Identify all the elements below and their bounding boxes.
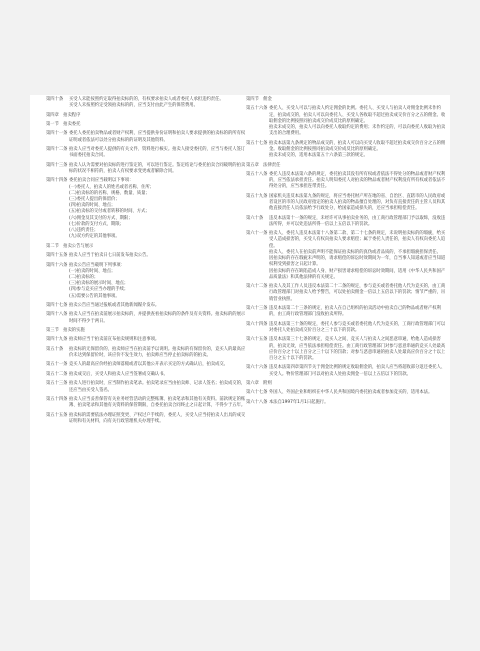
article-paragraph: 拍卖人、委托人在拍卖前声明不能保证拍卖标的的真伪或者品质的，不承担瑕疵担保责任。	[269, 249, 441, 255]
article-body	[269, 194, 446, 213]
article-number: 第五十三条	[46, 381, 68, 387]
article-paragraph: 拍卖成交后，买受人和拍卖人应当签署成交确认书。	[69, 371, 168, 377]
article-number: 第五十六条	[246, 106, 268, 112]
article-body	[69, 362, 246, 368]
article-number: 第六十二条	[246, 284, 268, 290]
article-number: 第六十四条	[246, 321, 268, 327]
article-body	[269, 216, 446, 228]
list-item: (五)拍卖标的交付或者转移的时间、方式；	[69, 209, 150, 215]
article-paragraph: 拍卖公告应当通过报纸或者其他新闻媒介发布。	[69, 303, 160, 308]
article	[46, 337, 246, 343]
article	[46, 397, 246, 409]
article	[246, 365, 446, 377]
article	[46, 131, 246, 143]
article-number: 第四十九条	[46, 337, 68, 343]
article-body	[269, 141, 446, 160]
article-number: 第六十条	[246, 215, 264, 221]
list-item: (三)拍卖标的展示时间、地点；	[69, 281, 129, 287]
article	[46, 263, 246, 300]
list-item: (四)拍卖的时间、地点；	[69, 203, 116, 209]
article-paragraph: 竞买人的最高应价经拍卖师落槌或者以其他公开表示买定的方式确认后，拍卖成交。	[69, 362, 228, 368]
article	[246, 106, 446, 137]
article-paragraph: 国家机关违反本法第九条的规定，将应当委托财产所在地的省、自治区、直辖市的人民政府或者设区的市的人民政府指定的拍卖人拍卖的物品擅自处理的，对负有直接责任的主管人员和其他直接责任人员依法给予行政处分，给国家造成损失的，还应当承担赔偿责任。	[269, 193, 446, 212]
article-paragraph: 违反本法第三十条的规定，委托人参与竞买或者委托他人代为竞买的，工商行政管理部门可以对委托人处拍卖成交价百分之三十以下的罚款。	[269, 321, 446, 333]
article-paragraph: 拍卖人及其工作人员违反本法第二十二条的规定，参与竞买或者委托他人代为竞买的，由工商行政管理部门对拍卖人给予警告，可以处拍卖佣金一倍以上五倍以下的罚款；情节严重的，吊销营业执照。	[269, 284, 446, 302]
article-number: 第四十六条	[46, 262, 68, 268]
article	[246, 284, 446, 303]
article-paragraph: 因拍卖标的存在缺陷造成人身、财产损害请求赔偿的诉讼时效期间，适用《中华人民共和国产品质量法》和其他法律的有关规定。	[269, 268, 446, 280]
article-number: 第五十九条	[246, 193, 268, 199]
article	[246, 231, 446, 281]
article-paragraph: 拍卖人、委托人违反本法第十八条第二款、第二十七条的规定，未说明拍卖标的的瑕疵，给买受人造成损害的，买受人有权向拍卖人要求赔偿；属于委托人责任的，拍卖人有权向委托人追偿。	[269, 231, 446, 249]
article-paragraph: 拍卖人认为需要对拍卖标的进行鉴定的，可以进行鉴定。鉴定结论与委托拍卖合同载明的拍卖标的状况不相符的，拍卖人有权要求变更或者解除合同。	[69, 162, 246, 174]
article	[246, 306, 446, 318]
list-item: (二)拍卖标的；	[69, 274, 99, 280]
article	[246, 141, 446, 160]
article-paragraph: 拍卖标的需要依法办理证照变更、产权过户手续的，委托人、买受人应当持拍卖人出具的成交证明和有关材料，向有关行政管理机关办理手续。	[69, 412, 246, 424]
article-number: 第四十条	[46, 97, 64, 102]
article-body	[69, 303, 246, 309]
left-column	[46, 97, 246, 428]
document-page	[30, 95, 450, 600]
article-body	[69, 381, 246, 393]
article	[46, 413, 246, 425]
list-item: (六)佣金及其支付的方式、期限；	[69, 215, 133, 221]
article	[246, 390, 446, 396]
article-number: 第五十七条	[246, 140, 268, 146]
article-body	[69, 372, 246, 378]
list-item: (三)委托人提出的保留价；	[69, 196, 120, 202]
article-paragraph: 违反本法第二十三条的规定，拍卖人在自己组织的拍卖活动中拍卖自己的物品或者财产权利的，由工商行政管理部门没收拍卖所得。	[269, 306, 441, 318]
article-number: 第五十四条	[46, 396, 68, 402]
article-paragraph: 委托拍卖合同应当载明以下事项：	[69, 178, 134, 184]
article	[46, 372, 246, 378]
article-paragraph: 拍卖人应当在拍卖前展示拍卖标的，并提供查看拍卖标的的条件及有关资料。拍卖标的的展示时间不得少于两日。	[69, 312, 246, 324]
section-heading: 第四章 拍卖程序	[46, 112, 81, 118]
article-paragraph: 买受人未能按照约定取得拍卖标的的，有权要求拍卖人或者委托人承担违约责任。	[69, 97, 224, 102]
section-heading: 第一节 拍卖委托	[46, 122, 81, 128]
article-body	[269, 322, 446, 334]
article-body	[269, 306, 446, 318]
article	[246, 322, 446, 334]
article-body	[69, 263, 246, 300]
article	[246, 172, 446, 191]
article-paragraph: 拍卖未成交的，拍卖人可以向委托人收取约定的费用；未作约定的，可以向委托人收取为拍卖支出的合理费用。	[269, 125, 446, 137]
article	[246, 337, 446, 362]
article-body	[269, 284, 446, 303]
article-number: 第四十七条	[46, 303, 68, 308]
article-number: 第四十四条	[46, 178, 68, 184]
section-heading: 第四节 佣金	[246, 97, 272, 102]
article-number: 第五十五条	[46, 412, 68, 418]
article-body	[269, 172, 446, 191]
list-item: (五)需要公告的其他事项。	[69, 293, 120, 299]
section-heading: 第五章 法律责任	[246, 162, 281, 168]
article-paragraph: 拍卖本法第九条规定的物品成交的，拍卖人可以向买受人收取不超过拍卖成交价百分之五的佣金。收取佣金的比例按照同拍卖成交价成反比的原则确定。	[269, 140, 446, 152]
article-paragraph: 违反本法第三十七条的规定，竞买人之间、竞买人与拍卖人之间恶意串通，给他人造成损害的，拍卖无效，应当依法承担赔偿责任。由工商行政管理部门对参与恶意串通的竞买人处最高应价百分之十以上百分之三十以下的罚款；对参与恶意串通的拍卖人处最高应价百分之十以上百分之五十以下的罚款。	[269, 337, 446, 361]
article	[246, 400, 446, 406]
article-body	[69, 147, 246, 159]
article	[46, 253, 246, 259]
article-number: 第五十八条	[246, 171, 268, 177]
right-column	[246, 97, 446, 409]
list-item: (九)双方约定的其他事项。	[69, 234, 120, 240]
article-paragraph: 拍卖师应当于拍卖前宣布拍卖规则和注意事项。	[69, 337, 160, 343]
article	[46, 381, 246, 393]
article-paragraph: 拍卖公告应当载明下列事项：	[69, 262, 125, 268]
article-number: 第六十三条	[246, 306, 268, 312]
article-body	[69, 253, 246, 259]
article-paragraph: 外国人、外国企业和组织在中华人民共和国境内委托拍卖或者参加竞买的，适用本法。	[269, 390, 433, 396]
article-number: 第四十五条	[46, 253, 68, 259]
article-paragraph: 拍卖人应当对委托人提供的有关文件、资料进行核实。拍卖人接受委托的，应当与委托人签订书面委托拍卖合同。	[69, 147, 246, 159]
article-body	[269, 106, 446, 137]
article-paragraph: 拍卖人应当妥善保管有关业务经营活动的完整账簿、拍卖笔录和其他有关资料。前款规定的账簿、拍卖笔录和其他有关资料的保管期限，自委托拍卖合同终止之日起计算，不得少于五年。	[69, 396, 246, 409]
article-paragraph: 违反本法第四章第四节关于佣金比例的规定收取佣金的，拍卖人应当将超收部分返还委托人、买受人。物价管理部门可以对拍卖人处拍卖佣金一倍以上五倍以下的罚款。	[269, 365, 446, 377]
article-body	[69, 337, 246, 343]
article	[246, 194, 446, 213]
article-number: 第四十八条	[46, 312, 68, 318]
article-paragraph: 拍卖未成交的，适用本法第五十六条第三款的规定。	[269, 153, 368, 159]
article-number: 第五十一条	[46, 362, 68, 368]
article-number: 第五十二条	[46, 371, 68, 377]
list-item: (四)参与竞买应当办理的手续；	[69, 287, 129, 293]
list-item: (一)委托人、拍卖人的姓名或者名称、住所；	[69, 184, 154, 190]
article	[46, 178, 246, 240]
article-paragraph: 拍卖人进行拍卖时，应当制作拍卖笔录。拍卖笔录应当由拍卖师、记录人签名；拍卖成交的，还应当由买受人签名。	[69, 381, 246, 393]
list-item: (一)拍卖的时间、地点；	[69, 268, 116, 274]
section-heading: 第二节 拍卖公告与展示	[46, 243, 94, 249]
section-heading: 第六章 附则	[246, 380, 272, 386]
article-number: 第四十三条	[46, 162, 68, 168]
article-number: 第六十一条	[246, 231, 268, 237]
article-body	[69, 347, 246, 359]
article-number: 第四十二条	[46, 147, 68, 153]
article-body	[69, 397, 246, 409]
article-paragraph: 委托人、买受人可以与拍卖人约定佣金的比例。委托人、买受人与拍卖人对佣金比例未作约定，拍卖成交的，拍卖人可以向委托人、买受人各收取不超过拍卖成交价百分之五的佣金。收取佣金的比例按照同拍卖成交价成反比的原则确定。	[269, 106, 446, 124]
article-body	[69, 163, 246, 175]
section-heading: 第三节 拍卖的实施	[46, 328, 85, 334]
article	[46, 163, 246, 175]
article	[46, 303, 246, 309]
article-paragraph: 拍卖人应当于拍卖日七日前发布拍卖公告。	[69, 253, 151, 259]
article-body	[69, 413, 246, 425]
article-number: 第六十五条	[246, 337, 268, 343]
article-body	[269, 337, 446, 362]
list-item: (二)拍卖标的的名称、规格、数量、质量；	[69, 190, 150, 196]
article-body	[269, 231, 446, 281]
article-paragraph: 因拍卖标的存在瑕疵未声明的，请求赔偿的诉讼时效期间为一年，自当事人知道或者应当知道权利受到损害之日起计算。	[269, 256, 446, 268]
article-paragraph: 委托人违反本法第六条的规定，委托拍卖其没有所有权或者依法不得处分的物品或者财产权利的，应当依法承担责任。拍卖人明知委托人对拍卖的物品或者财产权利没有所有权或者依法不得处分的，应当承担连带责任。	[269, 171, 446, 190]
list-item: (七)价款的支付方式、期限；	[69, 221, 124, 227]
article	[46, 312, 246, 324]
article-body	[69, 178, 246, 240]
article-body	[269, 390, 446, 396]
article	[46, 347, 246, 359]
article-paragraph: 拍卖标的无保留价的，拍卖师应当在拍卖前予以说明。拍卖标的有保留价的，竞买人的最高应价未达到保留价时，该应价不发生效力，拍卖师应当停止拍卖标的的拍卖。	[69, 346, 246, 359]
article-number: 第六十六条	[246, 365, 268, 371]
article-body	[69, 97, 246, 109]
article-body	[269, 400, 446, 406]
article-number: 第四十一条	[46, 131, 68, 137]
article	[46, 362, 246, 368]
article-paragraph: 本法自1997年1月1日起施行。	[269, 399, 329, 405]
article-body	[269, 365, 446, 377]
article-number: 第六十八条	[246, 399, 268, 405]
article-body	[69, 131, 246, 143]
article-body	[69, 312, 246, 324]
list-item: (八)违约责任；	[69, 228, 99, 234]
article	[46, 97, 246, 109]
article-paragraph: 买受人未按照约定受领拍卖标的的，应当支付由此产生的保管费用。	[69, 103, 198, 109]
article-paragraph: 委托人委托拍卖物品或者财产权利，应当提供身份证明和拍卖人要求提供的拍卖标的的所有权证明或者依法可以处分拍卖标的的证明及其他资料。	[69, 131, 246, 143]
article	[246, 216, 446, 228]
article-number: 第六十七条	[246, 390, 268, 396]
article	[46, 147, 246, 159]
article-paragraph: 违反本法第十一条的规定，未经许可从事拍卖业务的，由工商行政管理部门予以取缔，没收违法所得，并可以处违法所得一倍以上五倍以下的罚款。	[269, 215, 446, 227]
article-number: 第五十条	[46, 346, 64, 352]
